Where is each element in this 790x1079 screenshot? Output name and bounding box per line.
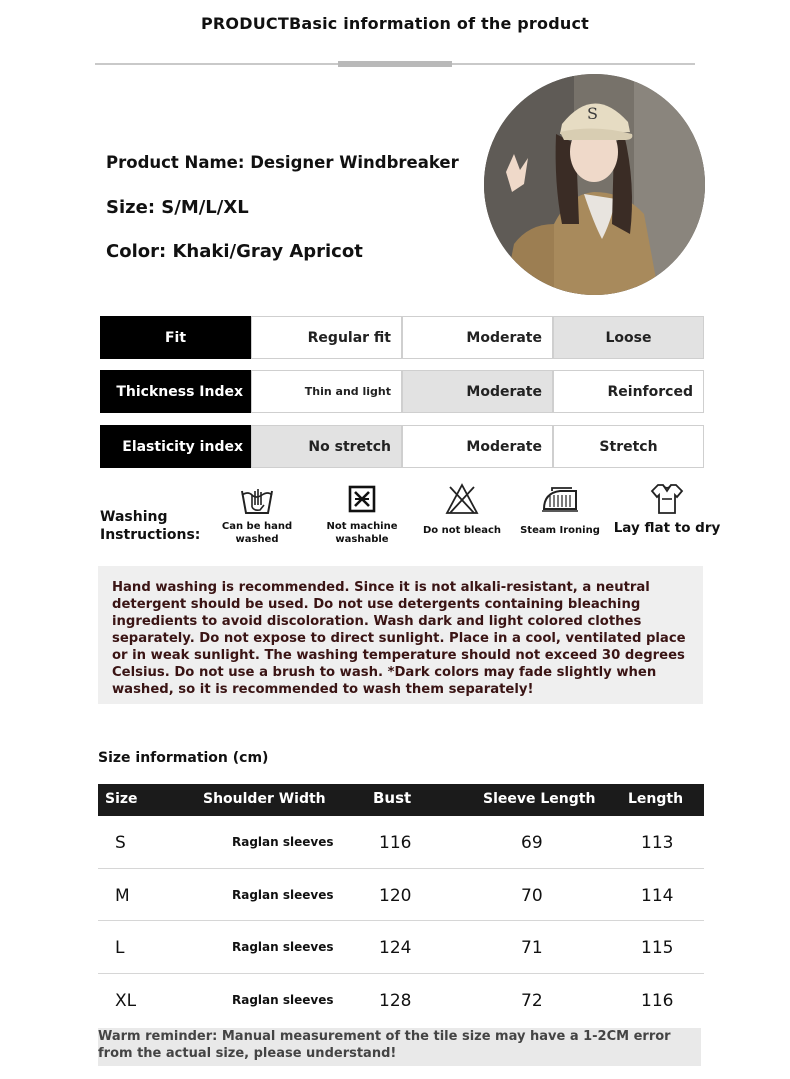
cell-shoulder: Raglan sleeves — [232, 992, 334, 1007]
product-color: Color: Khaki/Gray Apricot — [106, 241, 363, 262]
header-length: Length — [628, 791, 684, 807]
wash-item-hand-caption: Can be hand washed — [221, 521, 293, 545]
header-shoulder-width: Shoulder Width — [203, 791, 326, 807]
header-sleeve-length: Sleeve Length — [483, 791, 596, 807]
fit-option-regular: Regular fit — [251, 316, 402, 359]
table-row — [98, 974, 704, 1027]
fit-row — [100, 316, 704, 359]
steam-iron-icon — [510, 480, 610, 518]
washing-instructions-label: Washing Instructions: — [100, 509, 201, 543]
size-info-title: Size information (cm) — [98, 750, 269, 766]
no-machine-wash-icon — [312, 480, 412, 518]
size-table-header — [98, 784, 704, 816]
warm-reminder: Warm reminder: Manual measurement of the tile size may have a 1-2CM error from the actual size, please understand! — [98, 1028, 701, 1066]
cell-length: 113 — [641, 833, 674, 853]
thickness-option-thin: Thin and light — [251, 370, 402, 413]
header-bust: Bust — [373, 789, 412, 807]
table-row — [98, 869, 704, 922]
cell-sleeve: 69 — [521, 833, 543, 853]
cell-sleeve: 71 — [521, 938, 543, 958]
washing-notice: Hand washing is recommended. Since it is not alkali-resistant, a neutral detergent should be used. Do not use detergents containing bleaching ingredients to avoid discoloration. Wash dark and light colored clothes separately. Do not expose to direct sunlight. Place in a cool, ventilated place or in weak sunlight. The washing temperature should not exceed 30 degrees Celsius. Do not use a brush to wash. *Dark colors may fade slightly when washed, so it is recommended to wash them separately! — [98, 566, 703, 704]
fit-option-loose-selected: Loose — [553, 316, 704, 359]
table-row — [98, 816, 704, 869]
elasticity-option-moderate: Moderate — [402, 425, 553, 468]
cell-shoulder: Raglan sleeves — [232, 940, 334, 954]
product-model-photo — [484, 74, 705, 295]
product-size: Size: S/M/L/XL — [106, 197, 249, 218]
elasticity-option-stretch: Stretch — [553, 425, 704, 468]
hand-wash-icon — [207, 480, 307, 518]
wash-item-no-bleach — [412, 480, 512, 537]
cell-shoulder: Raglan sleeves — [232, 835, 334, 849]
fit-option-moderate: Moderate — [402, 316, 553, 359]
cell-size: L — [115, 938, 125, 958]
cell-bust: 116 — [379, 833, 412, 853]
cell-sleeve: 72 — [521, 990, 543, 1011]
elasticity-label: Elasticity index — [100, 425, 251, 468]
cell-shoulder: Raglan sleeves — [232, 887, 334, 902]
cell-length: 116 — [641, 990, 674, 1011]
cell-bust: 120 — [379, 885, 412, 906]
wash-item-hand — [207, 480, 307, 546]
elasticity-option-no-stretch-selected: No stretch — [251, 425, 402, 468]
cell-length: 115 — [641, 938, 674, 958]
cell-length: 114 — [641, 885, 674, 906]
wash-item-steam-iron-caption: Steam Ironing — [520, 525, 600, 536]
elasticity-row — [100, 425, 704, 468]
wash-item-no-machine — [312, 480, 412, 546]
wash-item-lay-flat-caption: Lay flat to dry — [613, 520, 721, 536]
thickness-option-reinforced: Reinforced — [553, 370, 704, 413]
product-name: Product Name: Designer Windbreaker — [106, 153, 459, 172]
thickness-row — [100, 370, 704, 413]
wash-item-steam-iron — [510, 480, 610, 537]
table-row — [98, 921, 704, 974]
fit-label: Fit — [100, 316, 251, 359]
wash-item-no-bleach-caption: Do not bleach — [422, 525, 502, 536]
thickness-label: Thickness Index — [100, 370, 251, 413]
lay-flat-dry-icon — [609, 480, 725, 518]
svg-text:S: S — [587, 104, 598, 123]
title-divider-accent — [338, 61, 452, 67]
thickness-option-moderate-selected: Moderate — [402, 370, 553, 413]
cell-size: XL — [115, 990, 137, 1011]
page-title: PRODUCTBasic information of the product — [200, 14, 589, 33]
cell-sleeve: 70 — [521, 885, 543, 906]
size-table — [98, 784, 704, 1026]
cell-size: M — [115, 885, 130, 906]
wash-item-no-machine-caption: Not machine washable — [326, 521, 398, 545]
cell-size: S — [115, 833, 126, 853]
no-bleach-icon — [412, 480, 512, 518]
wash-item-lay-flat — [609, 480, 725, 535]
cell-bust: 128 — [379, 990, 412, 1011]
header-size: Size — [105, 791, 138, 807]
cell-bust: 124 — [379, 938, 412, 958]
